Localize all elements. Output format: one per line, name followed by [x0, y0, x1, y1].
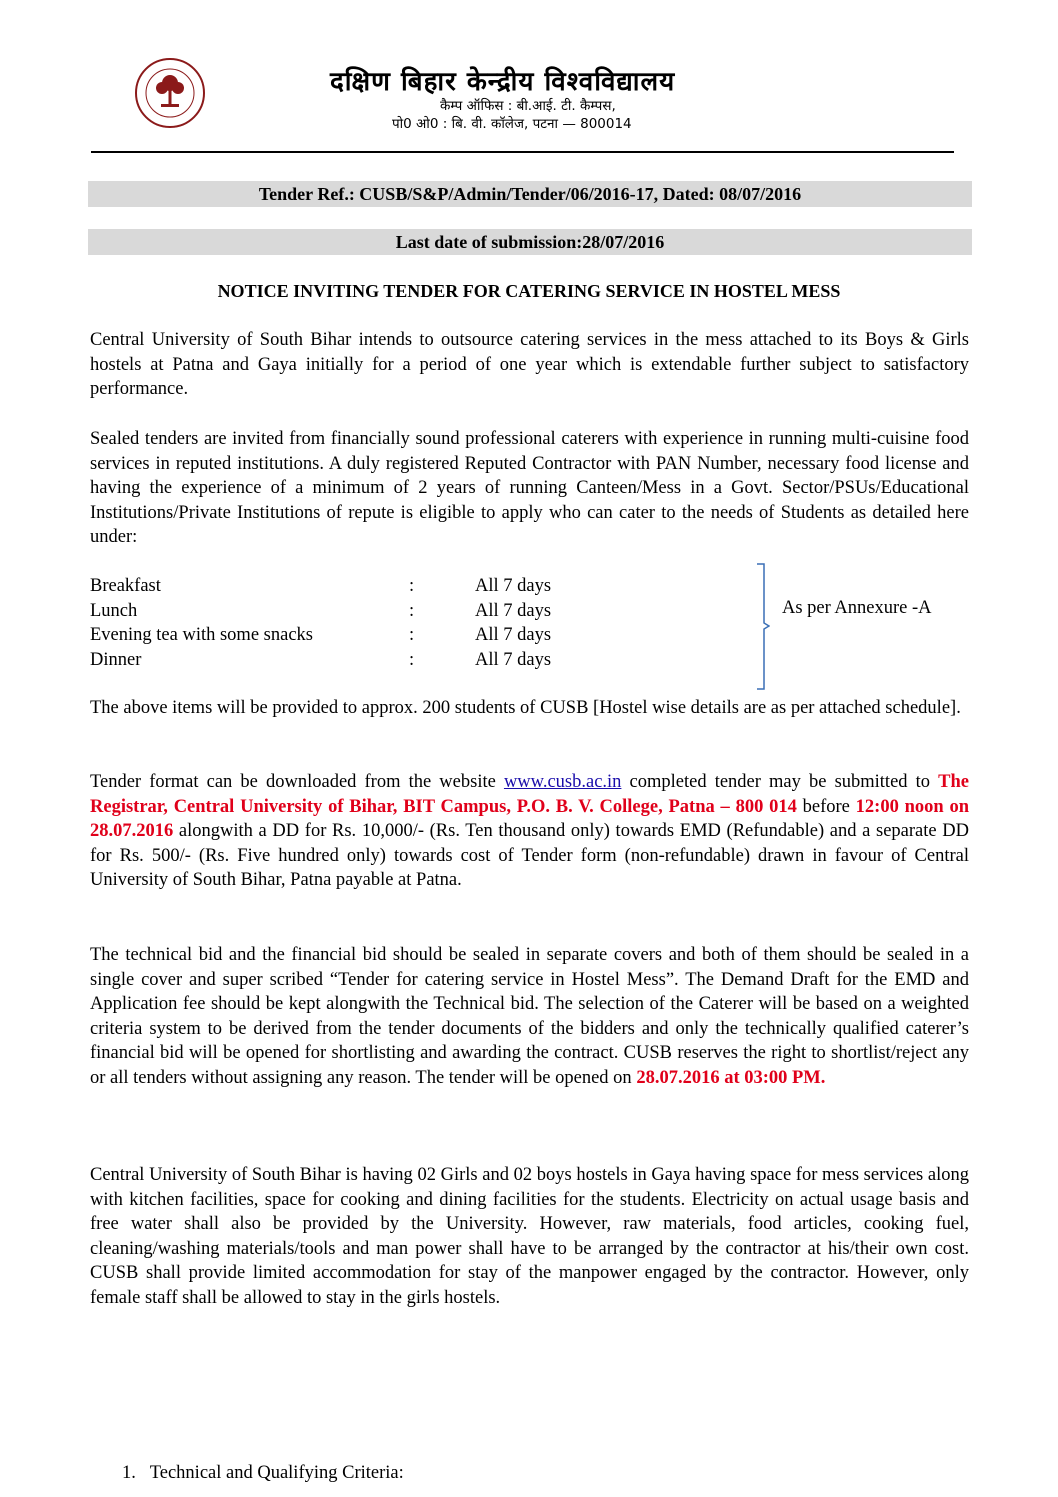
opening-date: 28.07.2016 at 03:00 PM.	[636, 1067, 826, 1088]
criteria-label: Technical and Qualifying Criteria:	[149, 1463, 404, 1483]
submission-text-3: before	[796, 796, 856, 817]
meal-days: All 7 days	[475, 625, 552, 645]
meal-name: Evening tea with some snacks	[90, 625, 313, 645]
last-date-band: Last date of submission:28/07/2016	[88, 229, 972, 255]
website-link[interactable]: www.cusb.ac.in	[503, 772, 622, 792]
postal-address-line: पो0 ओ0 : बि. वी. कॉलेज, पटना — 800014	[392, 116, 632, 132]
bid-paragraph	[90, 943, 969, 1090]
meal-days: All 7 days	[475, 576, 552, 596]
meal-days: All 7 days	[475, 601, 552, 621]
meal-name: Breakfast	[90, 576, 161, 596]
eligibility-paragraph: Sealed tenders are invited from financially sound professional caterers with experience in running multi-cuisine food services in reputed institutions. A duly registered Reputed Contractor with PAN Number, necessary food license and having the experience of a minimum of 2 years of running Canteen/Mess in a Govt. Sector/PSUs/Educational Institutions/Private Institutions of repute is eligible to apply who can cater to the needs of Students as detailed here under:	[90, 429, 969, 547]
university-logo	[134, 57, 206, 129]
right-brace	[756, 563, 770, 690]
submission-deadline: 12:00 noon on 28.07.2016	[90, 796, 970, 841]
bid-text: The technical bid and the financial bid should be sealed in separate covers and both of them should be sealed in a single cover and super scribed “Tender for catering service in Hostel Mess”. The Demand Draft for the EMD and Application fee should be kept alongwith the Technical bid. The selection of the Caterer will be based on a weighted criteria system to be derived from the tender documents of the bidders and only the technically qualified caterer’s financial bid will be opened for shortlisting and awarding the contract. CUSB reserves the right to shortlist/reject any or all tenders without assigning any reason. The tender will be opened on	[90, 945, 969, 1088]
meal-separator: :	[409, 625, 415, 645]
intro-paragraph: Central University of South Bihar intends to outsource catering services in the mess attached to its Boys & Girls hostels at Patna and Gaya initially for a period of one year which is extendable further subject to satisfactory performance.	[90, 330, 969, 399]
meal-name: Lunch	[90, 601, 138, 621]
meal-separator: :	[409, 601, 415, 621]
submission-text-1: Tender format can be downloaded from the website	[90, 772, 504, 792]
meal-separator: :	[409, 650, 415, 670]
university-name-hindi: दक्षिण बिहार केन्द्रीय विश्वविद्यालय	[330, 67, 676, 97]
annexure-note: As per Annexure -A	[782, 598, 932, 618]
meal-days: All 7 days	[475, 650, 552, 670]
camp-office-line: कैम्प ऑफिस : बी.आई. टी. कैम्पस,	[440, 98, 616, 114]
submission-text-4: alongwith a DD for Rs. 10,000/- (Rs. Ten thousand only) towards EMD (Refundable) and a separate DD for Rs. 500/- (Rs. Five hundred only) towards cost of Tender form (non-refundable) drawn in favour of Central University of South Bihar, Patna payable at Patna.	[90, 821, 969, 890]
submission-text-2: completed tender may be submitted to	[621, 772, 939, 792]
submission-paragraph	[90, 770, 969, 893]
students-paragraph: The above items will be provided to approx. 200 students of CUSB [Hostel wise details are as per attached schedule].	[90, 698, 961, 718]
tender-ref-band: Tender Ref.: CUSB/S&P/Admin/Tender/06/2016-17, Dated: 08/07/2016	[88, 181, 972, 207]
meal-separator: :	[409, 576, 415, 596]
header-divider	[91, 151, 954, 153]
notice-title: NOTICE INVITING TENDER FOR CATERING SERVICE IN HOSTEL MESS	[217, 281, 841, 301]
hostel-paragraph: Central University of South Bihar is having 02 Girls and 02 boys hostels in Gaya having space for mess services along with kitchen facilities, space for cooking and dining facilities for the students. Electricity on actual usage basis and free water shall also be provided by the University. However, raw materials, food articles, cooking fuel, cleaning/washing materials/tools and man power shall have to be arranged by the contractor at his/their own cost. CUSB shall provide limited accommodation for stay of the manpower engaged by the contractor. However, only female staff shall be allowed to stay in the girls hostels.	[90, 1165, 969, 1308]
meal-name: Dinner	[90, 650, 142, 670]
criteria-number: 1.	[122, 1463, 136, 1483]
registrar-address: The Registrar, Central University of Bihar, BIT Campus, P.O. B. V. College, Patna – 800 014	[90, 772, 969, 817]
criteria-heading	[122, 1463, 404, 1484]
